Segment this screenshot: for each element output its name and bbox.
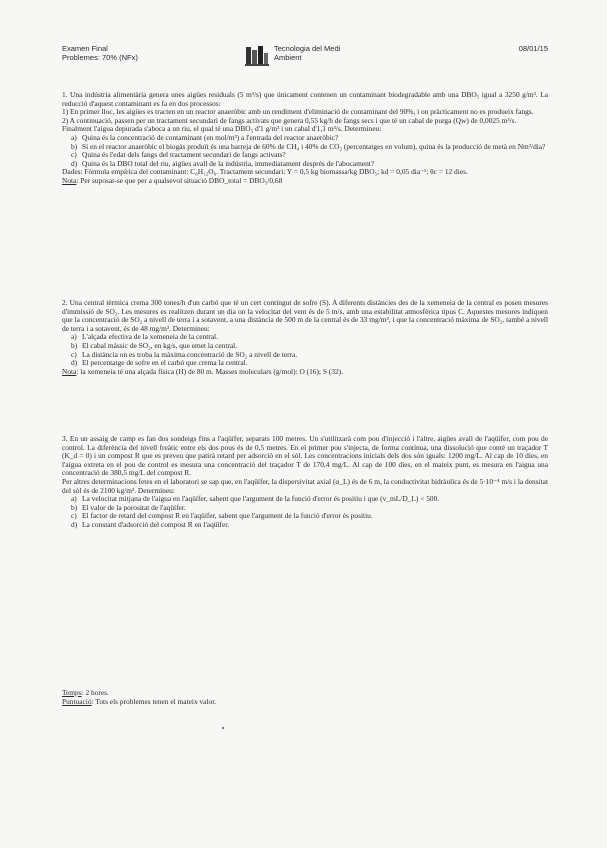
- problem-3: [62, 435, 548, 530]
- question-item: c) La distància on es troba la màxima concentració de SO₂ a nivell de terra.: [71, 349, 298, 359]
- exam-type: Examen Final: [62, 44, 108, 53]
- question-item: b) Si en el reactor anaeròbic el biogàs produït és una barreja de 60% de CH₄ i 40% de CO₂ (percentatges en volum), quina és la producció de metà en Nm³/dia?: [71, 141, 546, 151]
- problem-3-lab-data: Per altres determinacions fetes en el laboratori se sap que, en l'aqüífer, la dispersivitat axial (α_L) és de 6 m, la conductivitat hidràulica és de 5·10⁻⁴ m/s i la densitat del sòl és de 2100 kg/m³. Determineu:: [62, 476, 548, 495]
- exam-duration: Temps: 2 hores.: [62, 688, 109, 697]
- question-item: d) Quina és la DBO total del riu, aigües avall de la indústria, immediatament després de l'abocament?: [71, 158, 375, 168]
- page-header: [62, 44, 548, 70]
- exam-date: 08/01/15: [518, 44, 548, 53]
- problem-2-statement: 2. Una central tèrmica crema 300 tones/h d'un carbó que té un cert contingut de sofre (S). A diferents distàncies des de la xemeneia de la central es posen mesures d'immissió de SO₂. Les mesures es realitzen durant un dia on la velocitat del vent és de 5 m/s, amb una estabilitat atmosfèrica tipus C. Aquestes mesures indiquen que la concentració de SO₂ a nivell de terra i a sotavent, a una distància de 500 m de la central és de 33 mg/m³, i que la concentració màxima de SO₂, també a nivell de terra i a sotavent, és de 48 mg/m³. Determineu:: [62, 298, 548, 333]
- problem-1-statement: 1. Una indústria alimentària genera unes aigües residuals (5 m³/s) que únicament contenen un contaminant biodegradable amb una DBO₅ igual a 3250 g/m³. La reducció d'aquest contaminant es fa en dos processos:: [62, 90, 548, 108]
- problem-2-note: Nota: la xemeneia té una alçada física (H) de 80 m. Masses moleculars (g/mol): O (16); S (32).: [62, 366, 343, 376]
- question-item: a) Quina és la concentració de contaminant (en mol/m³) a l'entrada del reactor anaeròbic?: [71, 132, 339, 142]
- problem-3-questions: [62, 495, 548, 529]
- scan-speck: [222, 727, 224, 729]
- problem-3-statement: 3. En un assaig de camp es fan dos sondeigs fins a l'aqüífer, separats 100 metres. Un s'utilitzarà com pou d'injecció i l'altre, aigües avall de l'aqüífer, com pou de control. La diferència del nivell freàtic entre els dos pous és de 0,5 metres. En el primer pou s'injecta, de forma contínua, una dissolució que conté un traçador T (K_d = 0) i un compost R que es preveu que patirà retard per adsorció en el sòl. Les concentracions inicials dels dos són iguals: 1200 mg/L. Al cap de 10 dies, en l'aigua extreta en el pou de control es mesura una concentració del traçador T de 170,4 mg/L. Al cap de 100 dies, en el mateix punt, es mesura en l'aigua una concentració de 380,5 mg/L del compost R.: [62, 434, 548, 478]
- problem-2-questions: [62, 333, 548, 367]
- question-item: b) El cabal màssic de SO₂, en kg/s, que emet la central.: [71, 340, 238, 350]
- question-item: c) El factor de retard del compost R en l'aqüífer, sabent que l'argument de la funció d'error és positiu.: [71, 511, 373, 521]
- question-item: d) El percentatge de sofre en el carbó que crema la central.: [71, 358, 248, 368]
- question-item: a) L'alçada efectiva de la xemeneia de la central.: [71, 332, 218, 342]
- course-title: Tecnologia del Medi Ambient: [274, 44, 341, 62]
- question-item: c) Quina és l'edat dels fangs del tractament secundari de fangs activats?: [71, 150, 286, 160]
- problem-1-process-1: 1) En primer lloc, les aigües es tracten en un reactor anaeròbic amb un rendiment d'eliminació de contaminant del 90%, i on pràcticament no es produeix fangs.: [62, 107, 534, 117]
- question-item: a) La velocitat mitjana de l'aigua en l'aqüífer, sabent que l'argument de la funció d'error és positiu i que (v_mL/D_L) < 500.: [71, 494, 440, 504]
- exam-footer: [62, 688, 548, 706]
- exam-weight: Problemes: 70% (NFx): [62, 53, 138, 62]
- problem-1-questions: [62, 134, 548, 168]
- question-item: d) La constant d'adsorció del compost R en l'aqüífer.: [71, 519, 230, 529]
- problem-1-discharge: Finalment l'aigua depurada s'aboca a un riu, el qual té una DBO₅ d'1 g/m³ i un cabal d'1,1 m³/s. Determineu:: [62, 124, 382, 134]
- university-logo-icon: [244, 45, 270, 67]
- problem-2: [62, 299, 548, 376]
- problem-1-data: Dades: Fórmula empírica del contaminant: C₆H₁₂O₆. Tractament secundari: Y = 0,5 kg biomassa/kg DBO₅; kd = 0,05 dia⁻¹; θc = 12 dies.: [62, 167, 468, 177]
- exam-scoring: Puntuació: Tots els problemes tenen el mateix valor.: [62, 697, 217, 706]
- exam-info: [62, 44, 138, 62]
- question-item: b) El valor de la porositat de l'aqüífer.: [71, 502, 186, 512]
- problem-1-process-2: 2) A continuació, passen per un tractament secundari de fangs activats que genera 0,55 kg/h de fangs secs i que té un cabal de purga (Qw) de 0,0025 m³/s.: [62, 115, 517, 125]
- problem-1: [62, 91, 548, 186]
- problem-1-note: Nota: Per suposar-se que per a qualsevol situació DBO_total = DBO₅/0,68: [62, 175, 283, 185]
